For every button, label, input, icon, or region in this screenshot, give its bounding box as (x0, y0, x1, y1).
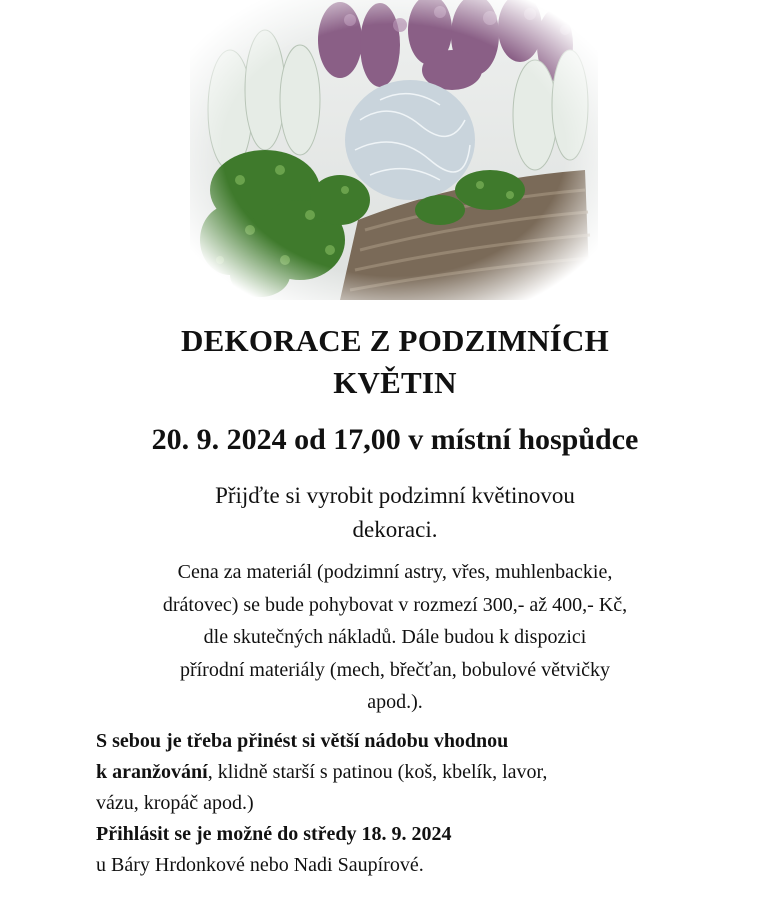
signup-contacts: u Báry Hrdonkové nebo Nadi Saupírové. (96, 854, 424, 876)
title-line-1: DEKORACE Z PODZIMNÍCH (181, 323, 609, 358)
bring-bold-phrase: k aranžování (96, 761, 208, 783)
bring-and-signup-info (96, 726, 736, 881)
event-title (0, 320, 759, 404)
bring-line-1: S sebou je třeba přinést si větší nádobu vhodnou (96, 730, 509, 752)
price-line: dle skutečných nákladů. Dále budou k dispozici (203, 626, 587, 648)
flower-basket-illustration (190, 0, 598, 300)
material-price-info (0, 556, 759, 719)
price-line: Cena za materiál (podzimní astry, vřes, muhlenbackie, (177, 561, 613, 583)
bring-line-3: vázu, kropáč apod.) (96, 792, 254, 814)
invite-line: dekoraci. (352, 517, 438, 542)
flower-basket-image (190, 0, 598, 300)
price-line: apod.). (367, 691, 423, 713)
price-line: přírodní materiály (mech, břečťan, bobulové větvičky (179, 658, 611, 681)
signup-deadline: Přihlásit se je možné do středy 18. 9. 2024 (96, 823, 452, 845)
bring-line-2 (96, 757, 736, 788)
bring-rest: , klidně starší s patinou (koš, kbelík, lavor, (207, 761, 548, 783)
title-line-2: KVĚTIN (333, 365, 457, 400)
invite-line: Přijďte si vyrobit podzimní květinovou (215, 483, 575, 508)
price-line: drátovec) se bude pohybovat v rozmezí 300,- až 400,- Kč, (162, 593, 628, 616)
event-date-location: 20. 9. 2024 od 17,00 v místní hospůdce (151, 423, 639, 456)
invitation-text (0, 479, 759, 547)
